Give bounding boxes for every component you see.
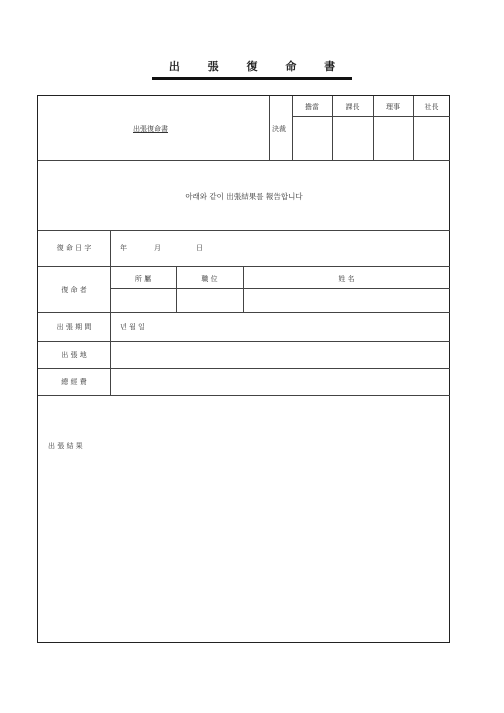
divider <box>38 395 450 396</box>
divider <box>38 160 450 161</box>
trip-place-label: 出 張 地 <box>61 351 87 359</box>
report-date-year: 年 <box>120 244 127 252</box>
intro-text: 아래와 같이 出張結果를 報告합니다 <box>185 192 303 201</box>
title-underline <box>152 77 352 80</box>
divider <box>38 341 450 342</box>
divider <box>38 230 450 231</box>
reporter-name-header: 姓 名 <box>338 275 355 283</box>
document-title: 出 張 復 命 書 <box>168 60 348 73</box>
reporter-position-header: 職 位 <box>201 275 218 283</box>
divider <box>269 96 270 160</box>
report-form <box>37 95 450 643</box>
result-label: 出 張 結 果 <box>48 442 83 450</box>
divider <box>176 266 177 312</box>
trip-period-label: 出 張 期 間 <box>56 323 92 331</box>
approver-section-chief: 課長 <box>345 103 360 111</box>
divider <box>38 312 450 313</box>
divider <box>110 288 450 289</box>
report-date-day: 日 <box>196 244 203 252</box>
approver-director: 理事 <box>386 103 400 111</box>
approver-staff: 擔當 <box>305 103 319 111</box>
reporter-dept-header: 所 屬 <box>134 275 152 283</box>
trip-period-value: 년 월 일 <box>120 323 145 331</box>
approver-president: 社長 <box>424 103 439 111</box>
report-date-month: 月 <box>154 244 161 252</box>
reporter-label: 復 命 者 <box>61 286 87 294</box>
approval-label: 決裁 <box>272 125 286 133</box>
divider <box>38 266 450 267</box>
form-name: 出張復命書 <box>133 125 168 133</box>
expenses-label: 總 經 費 <box>61 378 87 386</box>
report-date-label: 復 命 日 字 <box>56 244 92 252</box>
divider <box>38 368 450 369</box>
divider <box>243 266 244 312</box>
divider <box>292 116 450 117</box>
